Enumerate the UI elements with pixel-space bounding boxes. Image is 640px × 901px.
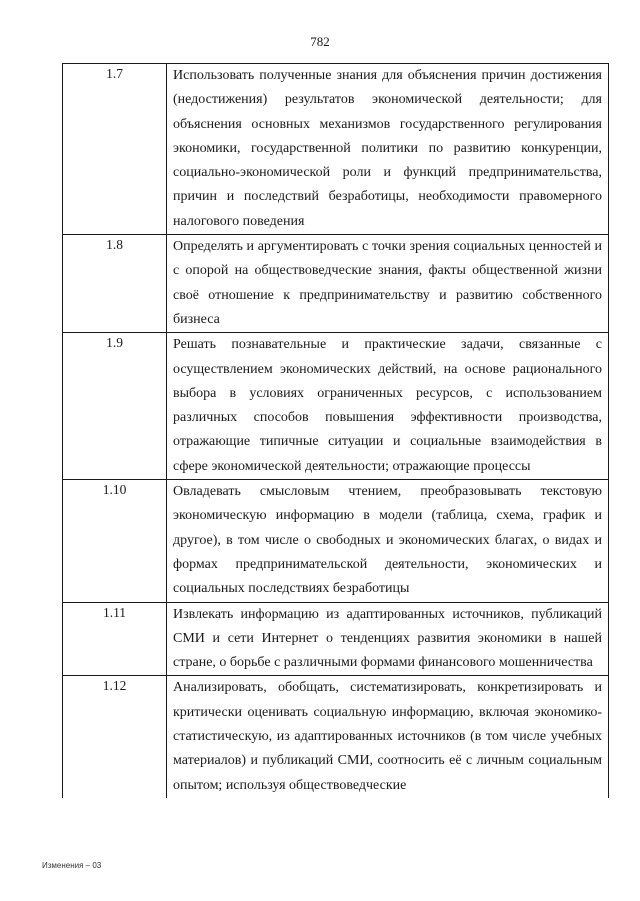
table-row bbox=[63, 333, 609, 480]
item-number: 1.12 bbox=[63, 676, 167, 798]
table-row bbox=[63, 64, 609, 235]
item-text: Анализировать, обобщать, систематизировать, конкретизировать и критически оценивать социальную информацию, включая экономико-статистическую, из адаптированных источников (в том числе учебных материалов) и публикаций СМИ, соотносить её с личным социальным опытом; используя обществоведческие bbox=[167, 676, 609, 798]
item-text: Извлекать информацию из адаптированных источников, публикаций СМИ и сети Интернет о тенденциях развития экономики в нашей стране, о борьбе с различными формами финансового мошенничества bbox=[167, 602, 609, 676]
table-row bbox=[63, 602, 609, 676]
footer-revision: Изменения – 03 bbox=[42, 861, 102, 870]
table-row bbox=[63, 676, 609, 798]
item-number: 1.7 bbox=[63, 64, 167, 235]
item-text: Использовать полученные знания для объяснения причин достижения (недостижения) результатов экономической деятельности; для объяснения основных механизмов государственного регулирования экономики, государственной политики по развитию конкуренции, социально-экономической роли и функций предпринимательства, причин и последствий безработицы, необходимости правомерного налогового поведения bbox=[167, 64, 609, 235]
item-text: Определять и аргументировать с точки зрения социальных ценностей и с опорой на обществоведческие знания, факты общественной жизни своё отношение к предпринимательству и развитию собственного бизнеса bbox=[167, 235, 609, 333]
item-text: Решать познавательные и практические задачи, связанные с осуществлением экономических действий, на основе рационального выбора в условиях ограниченных ресурсов, с использованием различных способов повышения эффективности производства, отражающие типичные ситуации и социальные взаимодействия в сфере экономической деятельности; отражающие процессы bbox=[167, 333, 609, 480]
item-text: Овладевать смысловым чтением, преобразовывать текстовую экономическую информацию в модели (таблица, схема, график и другое), в том числе о свободных и экономических благах, о видах и формах предпринимательской деятельности, экономических и социальных последствиях безработицы bbox=[167, 480, 609, 602]
item-number: 1.8 bbox=[63, 235, 167, 333]
requirements-table bbox=[62, 63, 609, 798]
table-row bbox=[63, 480, 609, 602]
item-number: 1.10 bbox=[63, 480, 167, 602]
page-number: 782 bbox=[310, 34, 330, 49]
item-number: 1.9 bbox=[63, 333, 167, 480]
table-row bbox=[63, 235, 609, 333]
item-number: 1.11 bbox=[63, 602, 167, 676]
